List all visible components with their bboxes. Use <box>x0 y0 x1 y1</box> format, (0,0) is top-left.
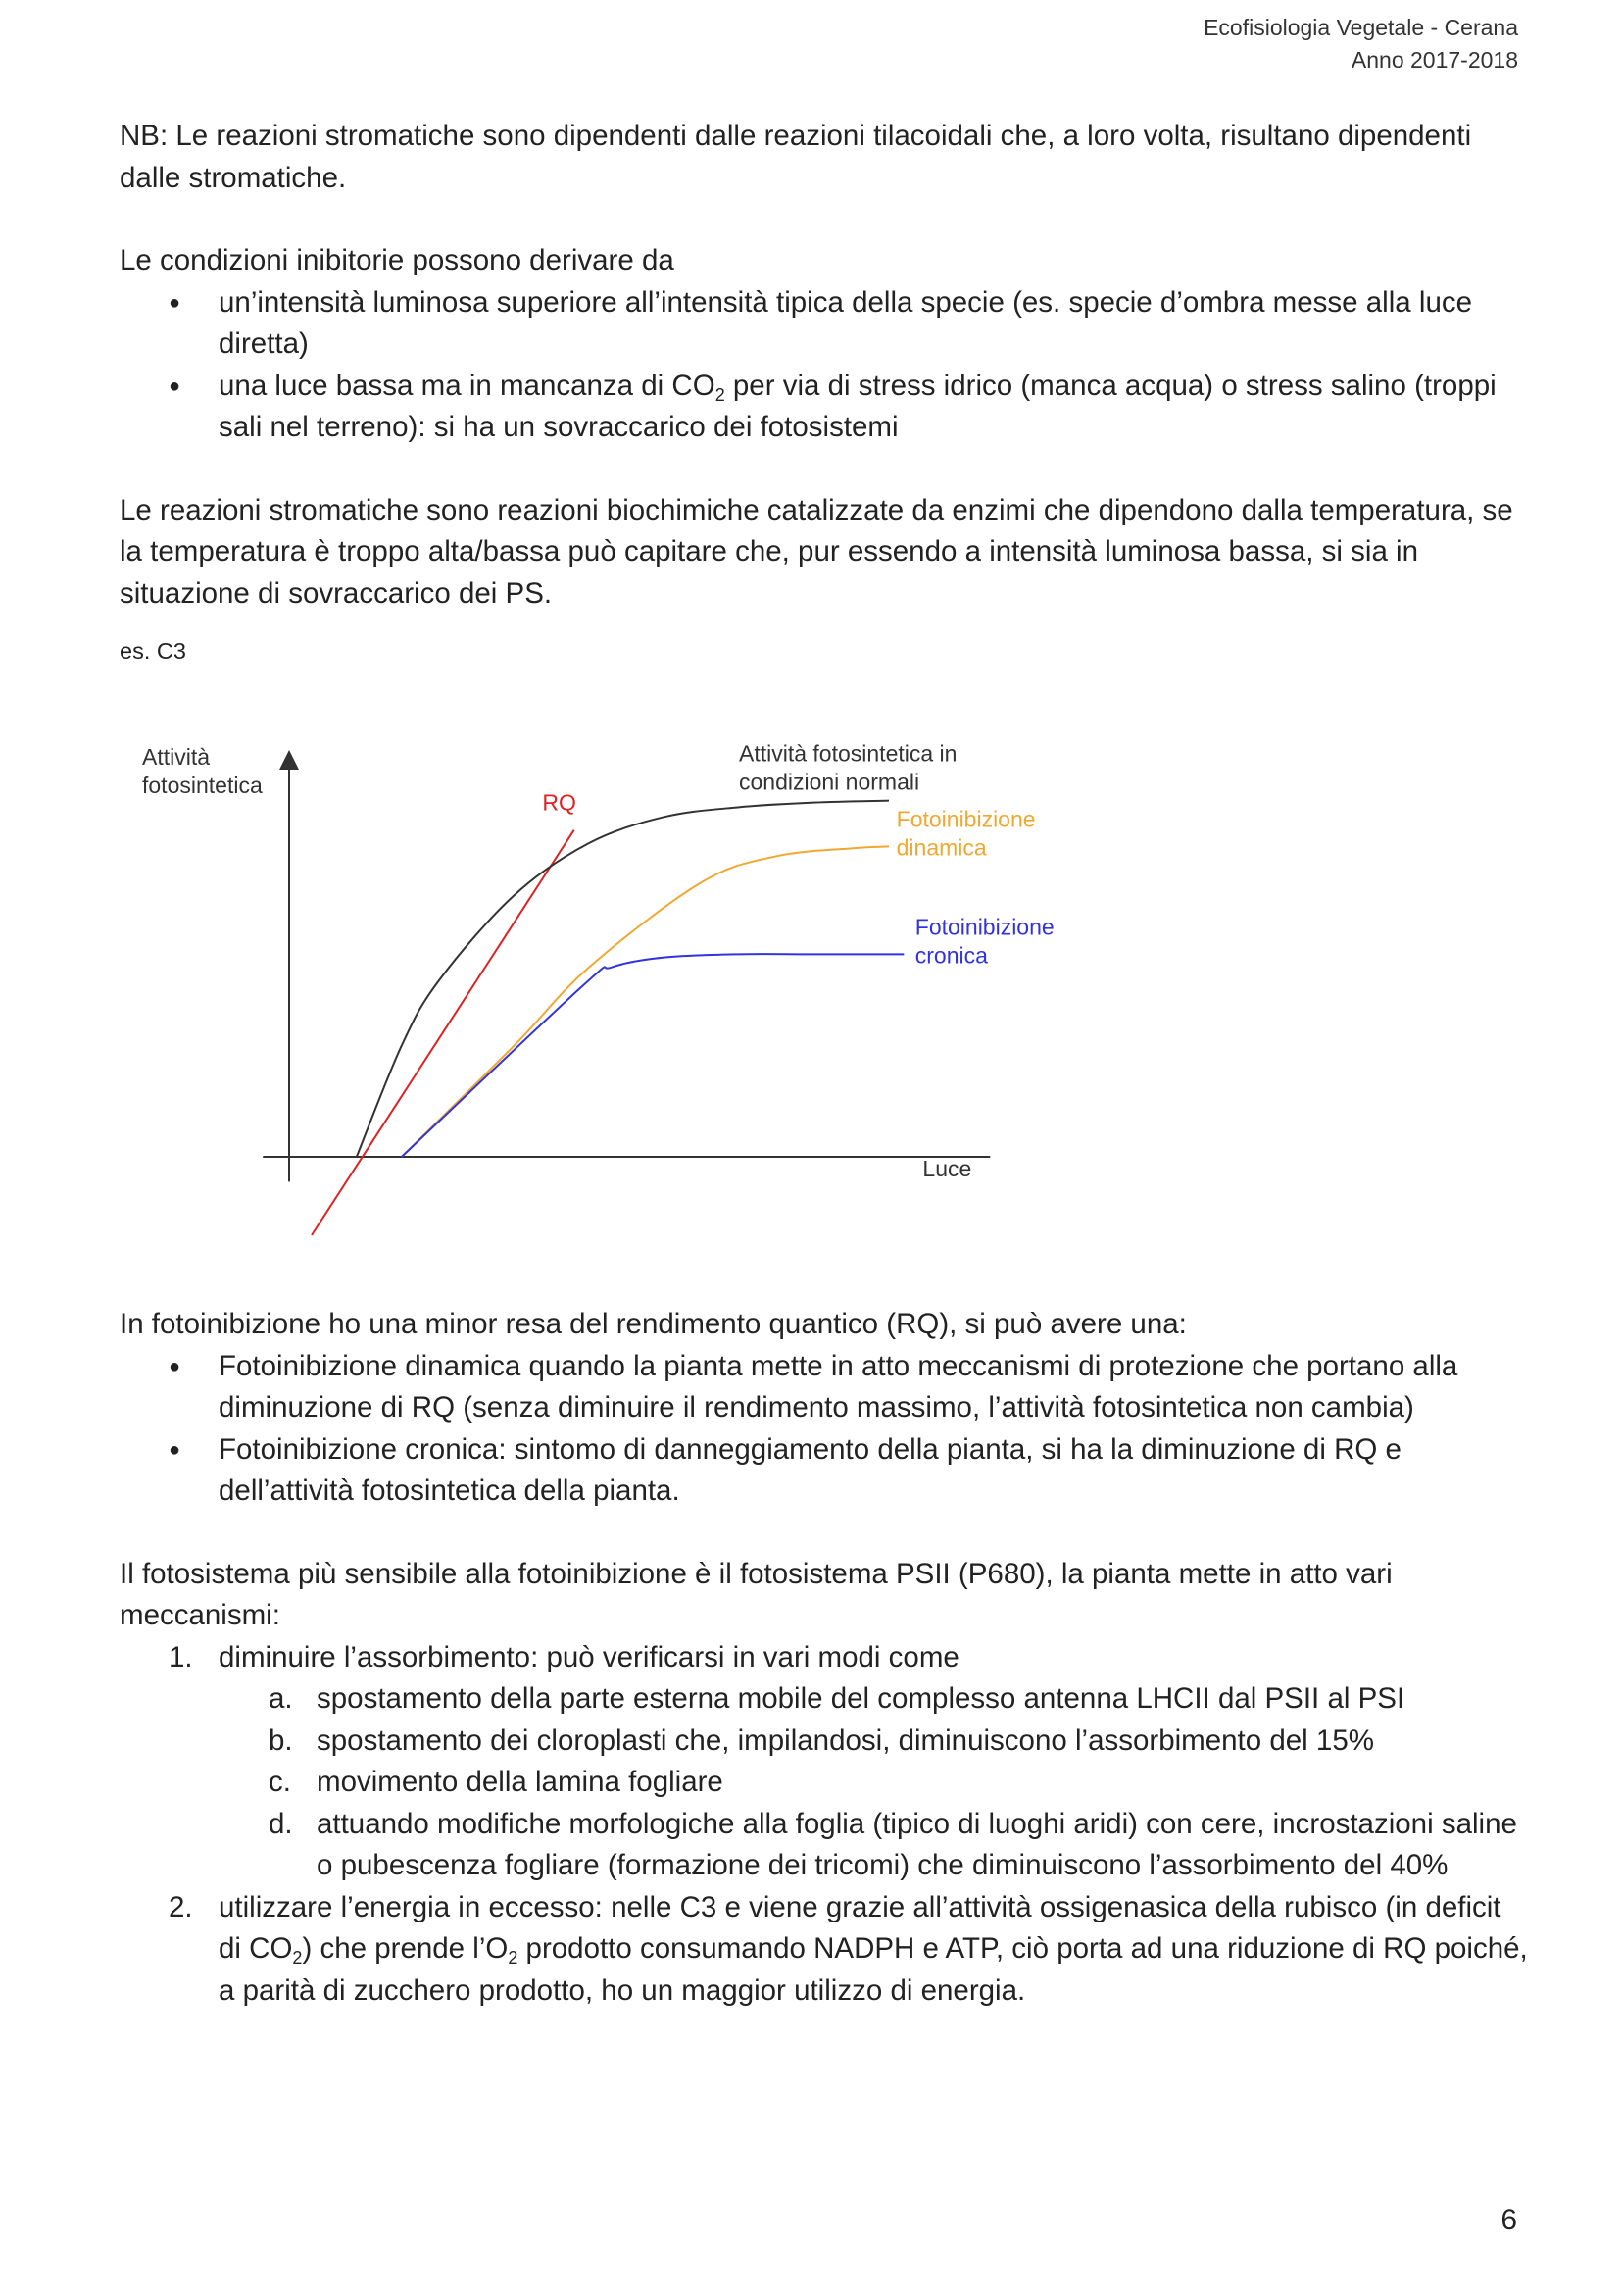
list-item: 1. diminuire l’assorbimento: può verificarsi in vari modi come a. spostamento della parte esterna mobile del complesso antenna LHCII dal PSII al PSI b. spostamento dei cloroplasti che, impilandosi, diminuiscono l’assorbimento del 15% c. movimento della lamina fogliare d. attuando modifiche morfologiche alla foglia (tipico di luoghi aridi) con cere, incrostazioni saline o pubescenza fogliare (formazione dei tricomi) che diminuiscono l’assorbimento del 40% <box>120 1637 1531 1887</box>
list-item: ● un’intensità luminosa superiore all’intensità tipica della specie (es. specie d’ombra messe alla luce diretta) <box>120 282 1531 366</box>
mechanisms-intro: Il fotosistema più sensibile alla fotoinibizione è il fotosistema PSII (P680), la pianta mette in atto vari meccanismi: <box>120 1557 1393 1631</box>
sub-list <box>219 1678 1531 1887</box>
series-line-normal <box>357 801 889 1157</box>
series-label-dynamic: dinamica <box>896 834 987 861</box>
series-label-normal: condizioni normali <box>739 769 920 795</box>
list-item: ● Fotoinibizione dinamica quando la pianta mette in atto meccanismi di protezione che portano alla diminuzione di RQ (senza diminuire il rendimento massimo, l’attività fotosintetica non cambia) <box>120 1346 1531 1429</box>
page-header <box>1204 12 1518 76</box>
y-axis-label-line1: Attività <box>142 744 211 770</box>
series-label-dynamic: Fotoinibizione <box>896 806 1036 832</box>
list-item: c. movimento della lamina fogliare <box>269 1766 723 1798</box>
header-course: Ecofisiologia Vegetale - Cerana <box>1204 15 1518 40</box>
series-label-rq: RQ <box>542 789 576 816</box>
page-number: 6 <box>1500 2204 1517 2236</box>
chart-svg <box>127 711 1098 1255</box>
inhibitory-list <box>120 282 1531 449</box>
list-item: b. spostamento dei cloroplasti che, impilandosi, diminuiscono l’assorbimento del 15% <box>269 1723 1374 1757</box>
y-axis-label-line2: fotosintetica <box>142 773 263 798</box>
nb-paragraph: NB: Le reazioni stromatiche sono dipendenti dalle reazioni tilacoidali che, a loro volta, risultano dipendenti dalle stromatiche. <box>120 120 1472 194</box>
body-text-bottom <box>120 1304 1531 2012</box>
header-year: Anno 2017-2018 <box>1351 47 1518 73</box>
x-axis-label: Luce <box>922 1156 972 1181</box>
photoinhibition-chart <box>127 711 1098 1255</box>
body-text-top <box>120 116 1531 666</box>
example-label: es. C3 <box>120 638 186 664</box>
list-item: d. attuando modifiche morfologiche alla foglia (tipico di luoghi aridi) con cere, incrostazioni saline o pubescenza fogliare (formazione dei tricomi) che diminuiscono l’assorbimento del 40% <box>269 1807 1517 1881</box>
stromatic-paragraph: Le reazioni stromatiche sono reazioni biochimiche catalizzate da enzimi che dipendono dalla temperatura, se la temperatura è troppo alta/bassa può capitare che, pur essendo a intensità luminosa bassa, si sia in situazione di sovraccarico dei PS. <box>120 493 1513 610</box>
photoinhibition-intro: In fotoinibizione ho una minor resa del rendimento quantico (RQ), si può avere una: <box>120 1308 1187 1340</box>
series-line-rq <box>312 830 574 1235</box>
series-line-dynamic <box>402 846 889 1157</box>
list-item: 2. utilizzare l’energia in eccesso: nelle C3 e viene grazie all’attività ossigenasica della rubisco (in deficit di $CO_2$) che prende $l’O_2$ prodotto consumando NADPH e ATP, ciò porta ad una riduzione di RQ poiché, a parità di zucchero prodotto, ho un maggior utilizzo di energia. <box>169 1890 1528 2007</box>
mechanisms-list <box>120 1637 1531 2013</box>
series-line-chronic <box>402 954 905 1157</box>
list-item: a. spostamento della parte esterna mobile del complesso antenna LHCII dal PSII al PSI <box>269 1682 1405 1715</box>
inhibitory-intro: Le condizioni inibitorie possono derivare da <box>120 244 674 276</box>
list-item: ● Fotoinibizione cronica: sintomo di danneggiamento della pianta, si ha la diminuzione di RQ e dell’attività fotosintetica della pianta. <box>120 1429 1531 1513</box>
list-item: ● una luce bassa ma in mancanza di $CO_2$ per via di stress idrico (manca acqua) o stress salino (troppi sali nel terreno): si ha un sovraccarico dei fotosistemi <box>120 366 1531 449</box>
photoinhibition-list <box>120 1346 1531 1513</box>
series-label-normal: Attività fotosintetica in <box>739 740 958 767</box>
series-label-chronic: Fotoinibizione <box>914 914 1055 940</box>
series-label-chronic: cronica <box>914 942 988 969</box>
